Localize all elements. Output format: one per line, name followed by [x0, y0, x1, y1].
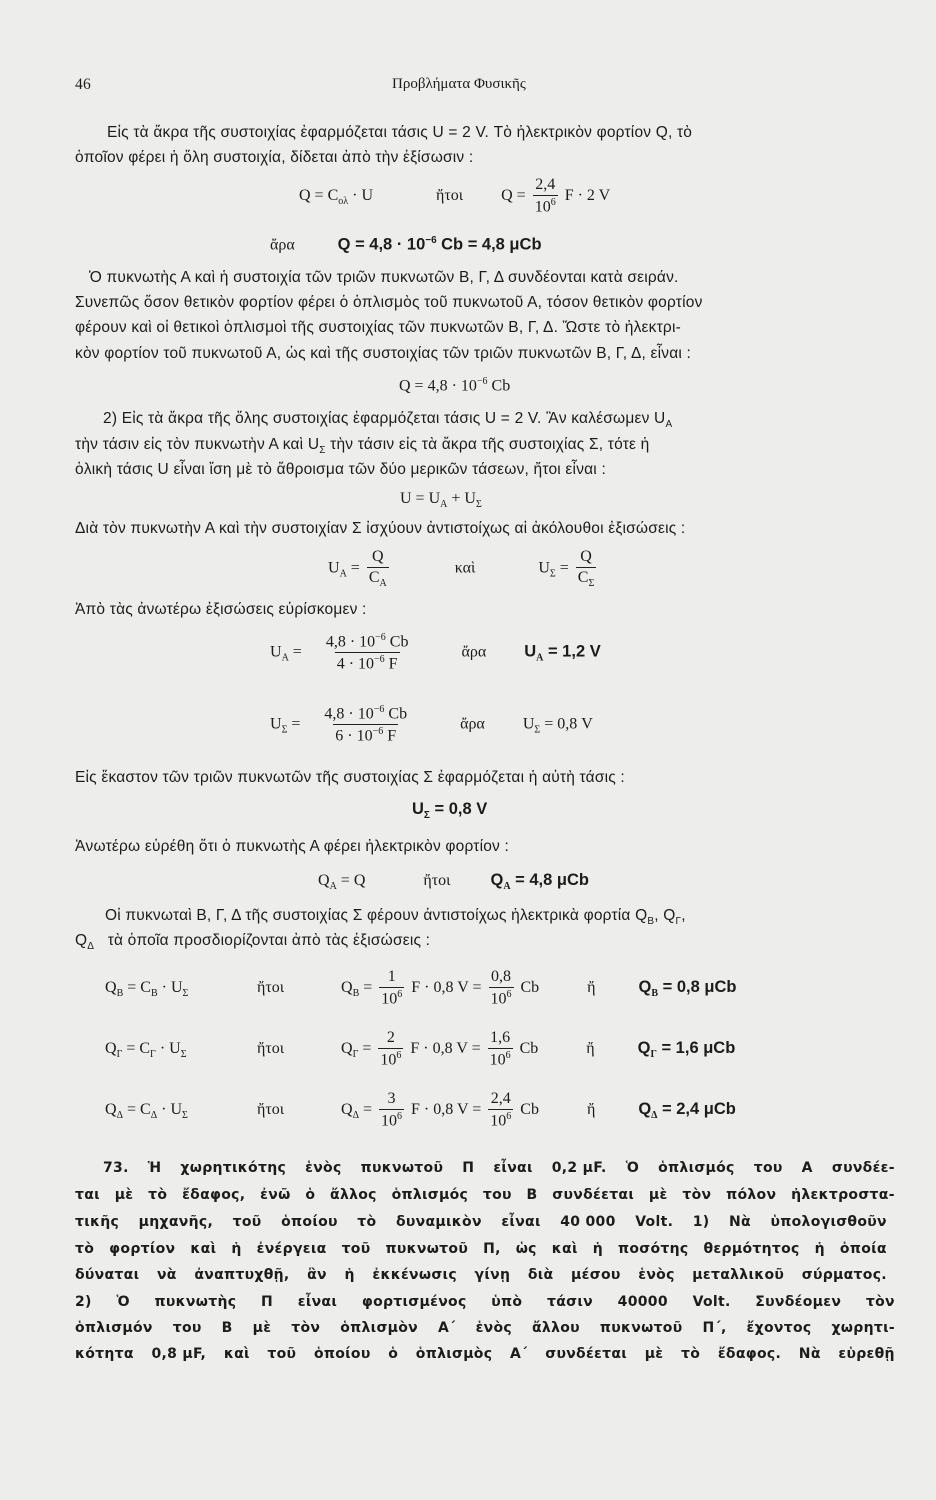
text-line: κὸν φορτίον τοῦ πυκνωτοῦ Α, ὡς καὶ τῆς συστοιχίας τῶν τριῶν πυκνωτῶν Β, Γ, Δ, εἶναι :: [75, 345, 692, 362]
word: τικῆς: [75, 1214, 120, 1230]
word: ἑνὸς: [638, 1267, 675, 1283]
problem-73-line: [75, 1241, 887, 1257]
word: τὸ: [148, 1187, 168, 1203]
word: ἄλλος: [330, 1187, 377, 1203]
word: ἑνὸς: [475, 1320, 513, 1336]
word: καὶ: [551, 1241, 578, 1257]
word: σύρματος.: [801, 1267, 887, 1283]
text-line: Εἰς ἕκαστον τῶν τριῶν πυκνωτῶν τῆς συστοιχίας Σ ἐφαρμόζεται ἡ αὐτὴ τάσις :: [75, 769, 625, 786]
word: καὶ: [223, 1346, 250, 1362]
equation-us: $U_\Sigma$ = $\frac{4,8 \cdot 10^{-6} Cb}{6 \cdot 10^{-6} F}$ ἄρα $U_\Sigma = 0,8$ V: [270, 704, 593, 745]
word: εὑρεθῇ: [838, 1346, 895, 1362]
word: μεταλλικοῦ: [692, 1267, 785, 1283]
word: φορτίον: [109, 1241, 176, 1257]
word: Π: [261, 1294, 274, 1310]
problem-73-line: [75, 1267, 887, 1283]
word: 40 000: [560, 1214, 616, 1230]
word: δύναται: [75, 1267, 140, 1283]
word: ἡ: [344, 1267, 355, 1283]
text-line: Εἰς τὰ ἄκρα τῆς συστοιχίας ἐφαρμόζεται τάσις U = 2 V. Τὸ ἠλεκτρικὸν φορτίον Q, τὸ: [107, 124, 693, 141]
word: φορτισμένος: [361, 1294, 467, 1310]
word: συνδέε-: [831, 1160, 895, 1176]
word: τοῦ: [341, 1241, 371, 1257]
word: ἠλεκτροστα-: [791, 1187, 895, 1203]
word: 40000: [617, 1294, 668, 1310]
word: ὑπολογισθοῦν: [770, 1214, 887, 1230]
word: ποσότης: [618, 1241, 689, 1257]
charge-equation-row: $Q_\Gamma = C_\Gamma \cdot U_\Sigma$ ἤτοι $Q_\Gamma$ = $\frac{2}{10^6}$ F · 0,8 V = $\frac{1,6}{10^6}$ Cb ἤ $Q_\Gamma = 1,6$ μCb: [105, 1029, 736, 1069]
word: ται: [75, 1187, 100, 1203]
equation-voltage-defs: $U_A$ = $\frac{Q}{C_A}$ καὶ $U_\Sigma$ = $\frac{Q}{C_\Sigma}$: [328, 548, 595, 590]
word: Α΄: [509, 1346, 528, 1362]
text-line: Διὰ τὸν πυκνωτὴν Α καὶ τὴν συστοιχίαν Σ ἰσχύουν ἀντιστοίχως αἱ ἀκόλουθοι ἐξισώσεις :: [75, 520, 686, 537]
word: ἑνὸς: [305, 1160, 342, 1176]
word: κότητα: [75, 1346, 134, 1362]
word: ὁπλισμόν: [75, 1320, 153, 1336]
word: γίνῃ: [474, 1267, 511, 1283]
problem-73-line: [75, 1187, 895, 1203]
word: τὸν: [865, 1294, 895, 1310]
text-line: Ἀνωτέρω εὑρέθη ὅτι ὁ πυκνωτὴς Α φέρει ἠλεκτρικὸν φορτίον :: [75, 838, 510, 855]
word: Π,: [483, 1241, 501, 1257]
word: Νὰ: [798, 1346, 821, 1362]
word: μέσου: [571, 1267, 621, 1283]
problem-73-line: [75, 1294, 895, 1310]
word: ἡ: [231, 1241, 242, 1257]
word: εἶναι: [501, 1214, 541, 1230]
word: συνδέεται: [552, 1187, 635, 1203]
word: 2): [75, 1294, 92, 1310]
word: μηχανῆς,: [138, 1214, 214, 1230]
text-line: Ὁ πυκνωτὴς Α καὶ ἡ συστοιχία τῶν τριῶν πυκνωτῶν Β, Γ, Δ συνδέονται κατὰ σειράν.: [89, 269, 679, 286]
word: ὁποίου: [281, 1214, 338, 1230]
word: νὰ: [156, 1267, 177, 1283]
word: μὲ: [114, 1187, 134, 1203]
word: ἔδαφος.: [717, 1346, 782, 1362]
problem-73-line: [75, 1214, 887, 1230]
text-line: τὴν τάσιν εἰς τὸν πυκνωτὴν Α καὶ $U_\Sigma$ τὴν τάσιν εἰς τὰ ἄκρα τῆς συστοιχίας Σ, τότε ἡ: [75, 436, 650, 457]
word: του: [482, 1187, 512, 1203]
word: ἂν: [307, 1267, 327, 1283]
word: ἔδαφος,: [182, 1187, 246, 1203]
word: 73.: [103, 1160, 129, 1176]
word: συνδέεται: [545, 1346, 628, 1362]
word: ὡς: [515, 1241, 537, 1257]
word: χωρητι-: [831, 1320, 895, 1336]
word: ὁπλισμός: [658, 1160, 735, 1176]
word: Συνδέομεν: [755, 1294, 842, 1310]
word: Ὁ: [625, 1160, 640, 1176]
word: 0,2 μF.: [551, 1160, 607, 1176]
word: πυκνωτὴς: [154, 1294, 237, 1310]
word: τὸν: [682, 1187, 712, 1203]
word: Ὁ: [116, 1294, 130, 1310]
word: ὑπὸ: [491, 1294, 523, 1310]
equation-ua: $U_A$ = $\frac{4,8 \cdot 10^{-6} Cb}{4 \cdot 10^{-6} F}$ ἄρα $U_A = 1,2$ V: [270, 632, 601, 673]
word: πόλον: [726, 1187, 777, 1203]
word: 1): [692, 1214, 710, 1230]
word: μὲ: [648, 1187, 668, 1203]
running-title: Προβλήματα Φυσικῆς: [392, 76, 526, 92]
word: ὁπλισμὸς: [415, 1346, 493, 1362]
word: Ἡ: [147, 1160, 162, 1176]
word: τὸ: [75, 1241, 95, 1257]
word: Π΄,: [702, 1320, 727, 1336]
equation-q-total: $Q = C_{o\lambda} \cdot U$ ἤτοι Q = $\frac{2,4}{10^6}$ F · 2 V: [299, 176, 611, 216]
word: θερμότητος: [703, 1241, 800, 1257]
charge-equation-row: $Q_\Delta = C_\Delta \cdot U_\Sigma$ ἤτοι $Q_\Delta$ = $\frac{3}{10^6}$ F · 0,8 V = $\frac{2,4}{10^6}$ Cb ἤ $Q_\Delta = 2,4$ μCb: [105, 1090, 736, 1130]
word: ἐνέργεια: [256, 1241, 327, 1257]
word: δυναμικὸν: [396, 1214, 482, 1230]
word: τὸ: [681, 1346, 701, 1362]
word: μὲ: [644, 1346, 664, 1362]
equation-us-bold: $U_\Sigma = 0,8$ V: [412, 800, 488, 822]
equation-qa: $Q_A = Q$ ἤτοι $Q_A = 4,8$ μCb: [318, 871, 589, 893]
text-line: ὁποῖον φέρει ἡ ὅλη συστοιχία, δίδεται ἀπὸ τὴν ἐξίσωσιν :: [75, 149, 474, 166]
text-line: ὁλικὴ τάσις U εἶναι ἴση μὲ τὸ ἄθροισμα τῶν δύο μερικῶν τάσεων, ἤτοι εἶναι :: [75, 461, 606, 478]
word: τὸν: [291, 1320, 321, 1336]
word: 0,8 μF,: [151, 1346, 207, 1362]
page-number: 46: [75, 76, 91, 93]
word: Β: [221, 1320, 233, 1336]
problem-73-line: [103, 1160, 895, 1176]
word: ἡ: [592, 1241, 603, 1257]
text-line: $Q_\Delta$ τὰ ὁποῖα προσδιορίζονται ἀπὸ τὰς ἐξισώσεις :: [75, 932, 431, 953]
text-line: φέρουν καὶ οἱ θετικοὶ ὁπλισμοὶ τῆς συστοιχίας τῶν πυκνωτῶν Β, Γ, Δ. Ὥστε τὸ ἠλεκτρι-: [75, 319, 681, 336]
word: ἡ: [814, 1241, 825, 1257]
word: του: [172, 1320, 202, 1336]
word: Volt.: [692, 1294, 731, 1310]
equation-q-result: ἄρα $Q = 4,8 \cdot 10^{-6}$ Cb = 4,8 μCb: [270, 235, 542, 254]
text-line: 2) Εἰς τὰ ἄκρα τῆς ὅλης συστοιχίας ἐφαρμόζεται τάσις U = 2 V. Ἂν καλέσωμεν $U_A$: [103, 410, 673, 431]
word: ὁπλισμὸν: [340, 1320, 419, 1336]
word: τάσιν: [547, 1294, 593, 1310]
word: πυκνωτοῦ: [360, 1160, 444, 1176]
word: Π: [462, 1160, 475, 1176]
word: Α: [801, 1160, 813, 1176]
word: του: [753, 1160, 783, 1176]
word: ὁποίου: [313, 1346, 371, 1362]
equation-q-value: $Q = 4,8 \cdot 10^{-6}$ Cb: [399, 376, 511, 395]
word: Volt.: [635, 1214, 674, 1230]
word: ἔχοντος: [746, 1320, 812, 1336]
word: ὁ: [305, 1187, 316, 1203]
word: εἶναι: [493, 1160, 533, 1176]
text-line: Οἱ πυκνωταὶ Β, Γ, Δ τῆς συστοιχίας Σ φέρουν ἀντιστοίχως ἠλεκτρικὰ φορτία $Q_B$, $Q_\Gamma$,: [105, 907, 686, 928]
word: πυκνωτοῦ: [385, 1241, 469, 1257]
word: ἄλλου: [532, 1320, 580, 1336]
word: πυκνωτοῦ: [599, 1320, 683, 1336]
word: Νὰ: [729, 1214, 751, 1230]
word: μὲ: [252, 1320, 272, 1336]
word: ἀναπτυχθῇ,: [194, 1267, 290, 1283]
word: τοῦ: [232, 1214, 262, 1230]
word: χωρητικότης: [180, 1160, 287, 1176]
text-line: Συνεπῶς ὅσον θετικὸν φορτίον φέρει ὁ ὁπλισμὸς τοῦ πυκνωτοῦ Α, τόσον θετικὸν φορτίον: [75, 294, 703, 311]
problem-73-line: [75, 1320, 895, 1336]
word: καὶ: [190, 1241, 217, 1257]
problem-73-line: [75, 1346, 895, 1362]
word: τὸ: [357, 1214, 377, 1230]
word: ὁποία: [839, 1241, 887, 1257]
word: εἶναι: [297, 1294, 338, 1310]
word: διὰ: [527, 1267, 554, 1283]
word: ἐκκένωσις: [372, 1267, 457, 1283]
word: Β: [526, 1187, 538, 1203]
word: τοῦ: [267, 1346, 297, 1362]
word: ὁπλισμός: [391, 1187, 469, 1203]
text-line: Ἀπὸ τὰς ἀνωτέρω ἐξισώσεις εὑρίσκομεν :: [75, 601, 367, 618]
word: ἐνῶ: [260, 1187, 291, 1203]
word: Α΄: [437, 1320, 456, 1336]
charge-equation-row: $Q_B = C_B \cdot U_\Sigma$ ἤτοι $Q_B$ = $\frac{1}{10^6}$ F · 0,8 V = $\frac{0,8}{10^6}$ Cb ἤ $Q_B = 0,8$ μCb: [105, 968, 737, 1008]
word: ὁ: [388, 1346, 399, 1362]
equation-u-sum: $U = U_A + U_\Sigma$: [400, 490, 482, 511]
